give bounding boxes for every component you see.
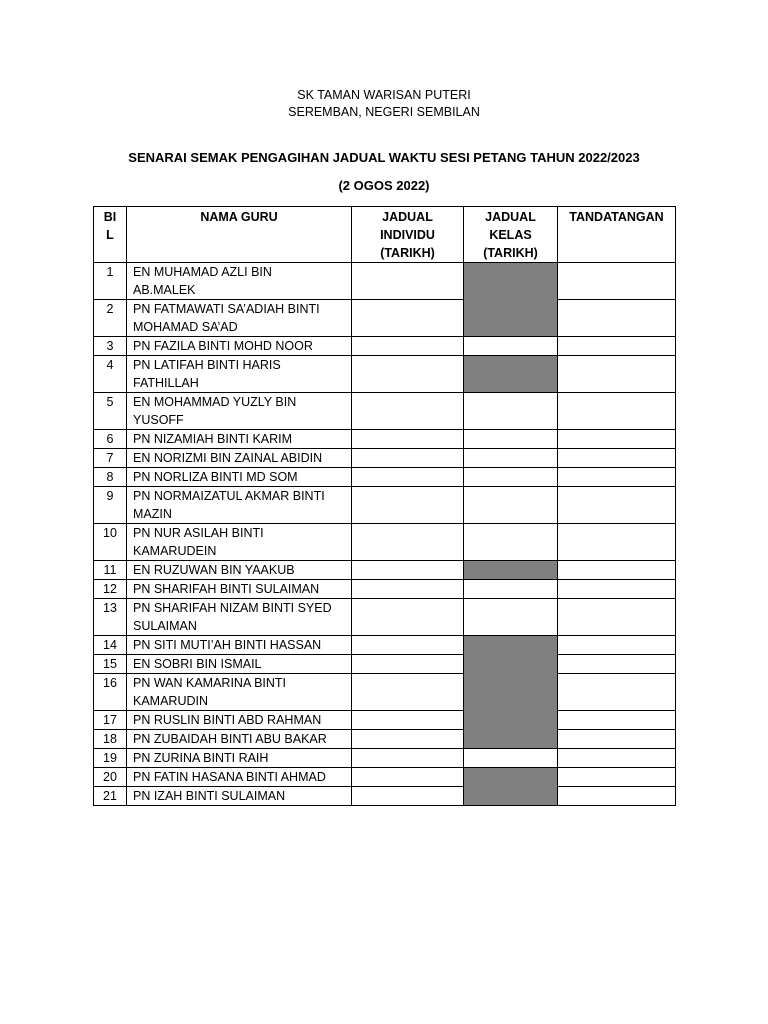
column-header-tandatangan: TANDATANGAN (558, 207, 676, 263)
individu-date-cell (352, 300, 464, 337)
signature-cell (558, 674, 676, 711)
kelas-date-cell (464, 430, 558, 449)
row-number: 9 (94, 487, 127, 524)
table-header-row (94, 207, 676, 263)
row-number: 11 (94, 561, 127, 580)
column-header-jadual-kelas: JADUAL KELAS (TARIKH) (464, 207, 558, 263)
table-row (94, 674, 676, 711)
individu-date-cell (352, 263, 464, 300)
individu-date-cell (352, 561, 464, 580)
row-number: 10 (94, 524, 127, 561)
row-number: 18 (94, 730, 127, 749)
signature-cell (558, 561, 676, 580)
signature-cell (558, 749, 676, 768)
individu-date-cell (352, 787, 464, 806)
checklist-table (93, 206, 676, 806)
kelas-date-cell (464, 468, 558, 487)
table-row (94, 393, 676, 430)
signature-cell (558, 768, 676, 787)
individu-date-cell (352, 468, 464, 487)
teacher-name: PN NUR ASILAH BINTI KAMARUDEIN (127, 524, 352, 561)
individu-date-cell (352, 430, 464, 449)
individu-date-cell (352, 393, 464, 430)
table-row (94, 787, 676, 806)
row-number: 7 (94, 449, 127, 468)
teacher-name: PN FATMAWATI SA’ADIAH BINTI MOHAMAD SA’AD (127, 300, 352, 337)
teacher-name: PN NORLIZA BINTI MD SOM (127, 468, 352, 487)
table-row (94, 580, 676, 599)
table-row (94, 524, 676, 561)
kelas-date-cell (464, 524, 558, 561)
signature-cell (558, 711, 676, 730)
individu-date-cell (352, 487, 464, 524)
individu-date-cell (352, 337, 464, 356)
signature-cell (558, 487, 676, 524)
kelas-date-cell-shaded (464, 561, 558, 580)
teacher-name: EN NORIZMI BIN ZAINAL ABIDIN (127, 449, 352, 468)
table-row (94, 468, 676, 487)
teacher-name: EN RUZUWAN BIN YAAKUB (127, 561, 352, 580)
signature-cell (558, 337, 676, 356)
signature-cell (558, 599, 676, 636)
row-number: 3 (94, 337, 127, 356)
table-row (94, 768, 676, 787)
teacher-name: PN RUSLIN BINTI ABD RAHMAN (127, 711, 352, 730)
signature-cell (558, 449, 676, 468)
table-row (94, 730, 676, 749)
teacher-name: PN NIZAMIAH BINTI KARIM (127, 430, 352, 449)
table-row (94, 337, 676, 356)
row-number: 4 (94, 356, 127, 393)
teacher-name: PN FATIN HASANA BINTI AHMAD (127, 768, 352, 787)
table-row (94, 356, 676, 393)
row-number: 19 (94, 749, 127, 768)
table-row (94, 430, 676, 449)
individu-date-cell (352, 599, 464, 636)
table-row (94, 487, 676, 524)
table-row (94, 599, 676, 636)
individu-date-cell (352, 580, 464, 599)
individu-date-cell (352, 636, 464, 655)
kelas-date-cell (464, 449, 558, 468)
teacher-name: PN NORMAIZATUL AKMAR BINTI MAZIN (127, 487, 352, 524)
table-row (94, 655, 676, 674)
signature-cell (558, 468, 676, 487)
teacher-name: EN MUHAMAD AZLI BIN AB.MALEK (127, 263, 352, 300)
teacher-name: PN SHARIFAH BINTI SULAIMAN (127, 580, 352, 599)
row-number: 13 (94, 599, 127, 636)
kelas-date-cell-shaded (464, 263, 558, 337)
individu-date-cell (352, 449, 464, 468)
table-row (94, 449, 676, 468)
individu-date-cell (352, 768, 464, 787)
signature-cell (558, 300, 676, 337)
kelas-date-cell-shaded (464, 356, 558, 393)
row-number: 21 (94, 787, 127, 806)
signature-cell (558, 730, 676, 749)
table-row (94, 636, 676, 655)
signature-cell (558, 655, 676, 674)
kelas-date-cell (464, 749, 558, 768)
signature-cell (558, 430, 676, 449)
row-number: 1 (94, 263, 127, 300)
individu-date-cell (352, 711, 464, 730)
kelas-date-cell (464, 599, 558, 636)
row-number: 16 (94, 674, 127, 711)
individu-date-cell (352, 655, 464, 674)
signature-cell (558, 580, 676, 599)
table-row (94, 263, 676, 300)
table-row (94, 711, 676, 730)
individu-date-cell (352, 674, 464, 711)
teacher-name: PN ZURINA BINTI RAIH (127, 749, 352, 768)
row-number: 20 (94, 768, 127, 787)
column-header-bil: BI L (94, 207, 127, 263)
individu-date-cell (352, 749, 464, 768)
row-number: 2 (94, 300, 127, 337)
school-location: SEREMBAN, NEGERI SEMBILAN (288, 105, 480, 119)
document-date: (2 OGOS 2022) (338, 178, 430, 193)
individu-date-cell (352, 524, 464, 561)
row-number: 6 (94, 430, 127, 449)
document-title: SENARAI SEMAK PENGAGIHAN JADUAL WAKTU SESI PETANG TAHUN 2022/2023 (128, 150, 640, 165)
signature-cell (558, 524, 676, 561)
signature-cell (558, 636, 676, 655)
kelas-date-cell (464, 337, 558, 356)
teacher-name: PN IZAH BINTI SULAIMAN (127, 787, 352, 806)
teacher-name: PN SITI MUTI’AH BINTI HASSAN (127, 636, 352, 655)
table-row (94, 749, 676, 768)
teacher-name: EN MOHAMMAD YUZLY BIN YUSOFF (127, 393, 352, 430)
school-name: SK TAMAN WARISAN PUTERI (297, 88, 471, 102)
teacher-name: PN ZUBAIDAH BINTI ABU BAKAR (127, 730, 352, 749)
column-header-nama-guru: NAMA GURU (127, 207, 352, 263)
table-row (94, 300, 676, 337)
row-number: 5 (94, 393, 127, 430)
teacher-name: PN FAZILA BINTI MOHD NOOR (127, 337, 352, 356)
individu-date-cell (352, 356, 464, 393)
kelas-date-cell (464, 487, 558, 524)
kelas-date-cell-shaded (464, 636, 558, 749)
individu-date-cell (352, 730, 464, 749)
signature-cell (558, 356, 676, 393)
signature-cell (558, 393, 676, 430)
teacher-name: EN SOBRI BIN ISMAIL (127, 655, 352, 674)
row-number: 12 (94, 580, 127, 599)
teacher-name: PN LATIFAH BINTI HARIS FATHILLAH (127, 356, 352, 393)
row-number: 17 (94, 711, 127, 730)
row-number: 8 (94, 468, 127, 487)
kelas-date-cell (464, 580, 558, 599)
table-row (94, 561, 676, 580)
signature-cell (558, 263, 676, 300)
teacher-name: PN WAN KAMARINA BINTI KAMARUDIN (127, 674, 352, 711)
kelas-date-cell-shaded (464, 768, 558, 806)
column-header-jadual-individu: JADUAL INDIVIDU (TARIKH) (352, 207, 464, 263)
row-number: 15 (94, 655, 127, 674)
row-number: 14 (94, 636, 127, 655)
signature-cell (558, 787, 676, 806)
kelas-date-cell (464, 393, 558, 430)
teacher-name: PN SHARIFAH NIZAM BINTI SYED SULAIMAN (127, 599, 352, 636)
